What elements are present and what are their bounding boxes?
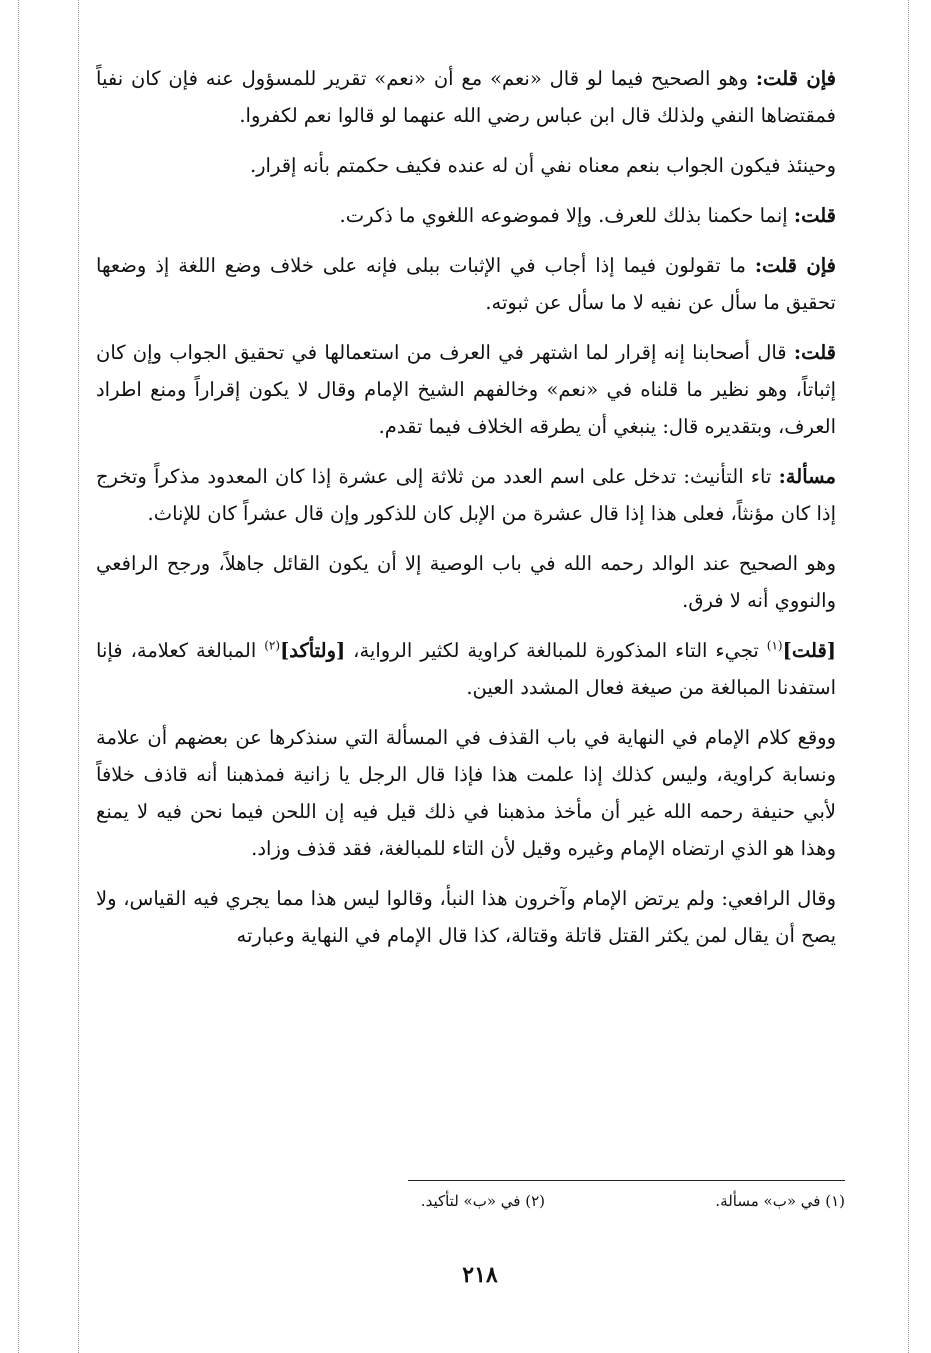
- paragraph-lead: مسألة:: [778, 465, 836, 488]
- footnote-2: (٢) في «ب» لتأكيد.: [420, 1192, 545, 1210]
- paragraph-lead: قلت:: [793, 341, 836, 364]
- footnote-1: (١) في «ب» مسألة.: [715, 1192, 845, 1210]
- paragraph-10: [96, 880, 836, 954]
- paragraph-text: وهو الصحيح فيما لو قال «نعم» مع أن «نعم» تقرير للمسؤول عنه فإن كان نفياً فمقتضاها النفي ولذلك قال ابن عباس رضي الله عنهما لو قالوا نعم لكفروا.: [96, 67, 836, 127]
- paragraph-text: قال أصحابنا إنه إقرار لما اشتهر في العرف من استعمالها في تحقيق الجواب وإن كان إثباتاً، وهو نظير ما قلناه في «نعم» وخالفهم الشيخ الإمام وقال لا يكون إقراراً ومنع اطراد العرف، وبتقديره قال: ينبغي أن يطرقه الخلاف فيما تقدم.: [96, 341, 836, 438]
- paragraph-text: تاء التأنيث: تدخل على اسم العدد من ثلاثة إلى عشرة إذا كان المعدود مذكراً وتخرج إذا كان مؤنثاً، فعلى هذا إذا قال عشرة من الإبل كان للذكور وإن قال عشراً كان للإناث.: [96, 465, 836, 525]
- paragraph-5: [96, 334, 836, 445]
- paragraph-1: [96, 60, 836, 134]
- paragraph-8: [96, 632, 836, 706]
- footnote-ref-2: (٢): [264, 638, 281, 653]
- scan-edge-right: [908, 0, 909, 1353]
- paragraph-6: [96, 458, 836, 532]
- footnote-divider: [408, 1180, 845, 1181]
- bracket-insertion: [قلت]: [782, 639, 836, 662]
- footnotes: [290, 1192, 845, 1222]
- paragraph-text: وحينئذ فيكون الجواب بنعم معناه نفي أن له عنده فكيف حكمتم بأنه إقرار.: [249, 154, 836, 177]
- paragraph-text: وقال الرافعي: ولم يرتض الإمام وآخرون هذا النبأ، وقالوا ليس هذا مما يجري فيه القياس، ولا يصح أن يقال لمن يكثر القتل قاتلة وقتالة، كذا قال الإمام في النهاية وعبارته: [96, 887, 836, 947]
- paragraph-2: [96, 147, 836, 184]
- paragraph-text: إنما حكمنا بذلك للعرف. وإلا فموضوعه اللغوي ما ذكرت.: [339, 204, 794, 227]
- paragraph-text: ما تقولون فيما إذا أجاب في الإثبات ببلى فإنه على خلاف وضع اللغة إذ وضعها تحقيق ما سأل عن نفيه لا ما سأل عن ثبوته.: [96, 254, 836, 314]
- paragraph-7: [96, 545, 836, 619]
- paragraph-text: ووقع كلام الإمام في النهاية في باب القذف في المسألة التي سنذكرها عن بعضهم أن علامة ونسابة كراوية، وليس كذلك إذا علمت هذا فإذا قال الرجل يا زانية فمذهبنا أنه قاذف خلافاً لأبي حنيفة رحمه الله غير أن مأخذ مذهبنا في ذلك قيل فيه إن اللحن فيما نحن فيه لا يمنع وهذا هو الذي ارتضاه الإمام وغيره وقيل لأن التاء للمبالغة، فقد قذف وزاد.: [96, 726, 836, 860]
- paragraph-lead: فإن قلت:: [755, 67, 836, 90]
- bracket-insertion: [ولتأكد]: [280, 639, 346, 662]
- page-body: [96, 60, 836, 967]
- paragraph-text: وهو الصحيح عند الوالد رحمه الله في باب الوصية إلا أن يكون القائل جاهلاً، ورجح الرافعي والنووي أنه لا فرق.: [96, 552, 836, 612]
- paragraph-lead: فإن قلت:: [754, 254, 837, 277]
- page-number: ٢١٨: [462, 1262, 498, 1288]
- footnote-ref-1: (١): [766, 638, 783, 653]
- paragraph-lead: قلت:: [793, 204, 836, 227]
- paragraph-3: [96, 197, 836, 234]
- paragraph-text: تجيء التاء المذكورة للمبالغة كراوية لكثير الرواية،: [345, 639, 767, 662]
- paragraph-text: المبالغة كعلامة، فإنا استفدنا المبالغة من صيغة فعال المشدد العين.: [96, 639, 836, 699]
- paragraph-4: [96, 247, 836, 321]
- paragraph-9: [96, 719, 836, 867]
- scan-edge-left-inner: [78, 0, 79, 1353]
- scan-edge-left: [18, 0, 19, 1353]
